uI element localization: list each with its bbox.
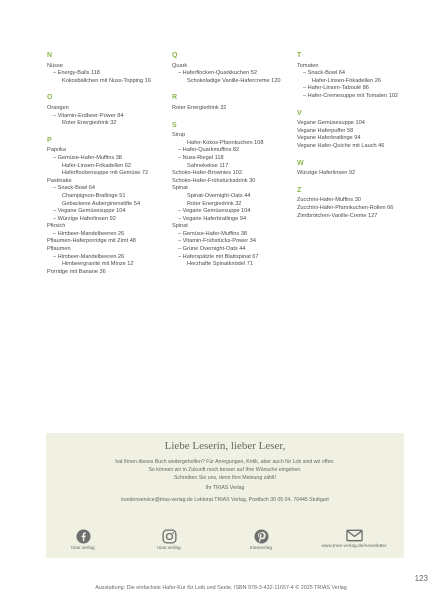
contact-line[interactable]: kundenservice@trias-verlag.de Lektorat TRIAS Verlag, Postfach 30 05 04, 70445 Stuttgart	[121, 497, 329, 503]
index-entry: Vegane Haferbratlinge 94	[297, 135, 361, 142]
index-entry: Spinat	[172, 223, 188, 230]
index-letter-heading: R	[172, 94, 178, 102]
index-entry: Tomaten	[297, 62, 319, 69]
facebook-label: trias.verlag	[71, 546, 95, 551]
index-entry: Zucchini-Hafer-Pfannkuchen-Rollen 66	[297, 204, 394, 211]
index-entry: – Haferspätzle mit Blattspinat 67	[178, 253, 259, 260]
index-entry: – Energy-Balls 118	[53, 70, 100, 77]
index-letter-heading: V	[297, 109, 302, 117]
index-letter-heading: S	[172, 121, 177, 129]
index-entry: – Haferflocken-Quarkkuchen 52	[178, 70, 257, 77]
index-entry: Roter Energiedrink 32	[172, 104, 227, 111]
index-entry: – Vegane Haferbratlinge 94	[178, 215, 247, 222]
index-entry: – Snack-Bowl 64	[303, 70, 345, 77]
index-entry: Pflaumen-Haferporridge mit Zimt 48	[47, 238, 136, 245]
index-entry: Würzige Haferlinsen 92	[297, 170, 356, 177]
reader-box-text-line: Schreiben Sie uns, denn Ihre Meinung zählt!	[173, 475, 277, 481]
index-letter-heading: Z	[297, 186, 302, 194]
index-column-1	[47, 52, 159, 276]
index-entry: Haferflockensuppe mit Gemüse 72	[62, 170, 149, 177]
index-entry: – Vitamin-Erdbeer-Power 84	[53, 112, 124, 119]
index-entry: – Vegane Gemüsesuppe 104	[178, 208, 251, 215]
index-entry: Zucchini-Hafer-Muffins 30	[297, 197, 361, 204]
index-entry: Kokosbällchen mit Nuss-Topping 16	[62, 77, 151, 84]
newsletter-label: www.trias-verlag.de/newsletter	[321, 544, 387, 549]
index-entry: Sirup	[172, 132, 186, 139]
index-column-2	[172, 52, 284, 269]
index-entry: Orangen	[47, 104, 69, 111]
index-entry: – Vegane Gemüsesuppe 104	[53, 208, 126, 215]
index-entry: Gebackene Auberginenstifte 54	[62, 200, 141, 207]
index-entry: Quark	[172, 62, 188, 69]
index-entry: Champignon-Bratlinge 51	[62, 192, 126, 199]
footer-note: Ausstattung: Die einfachste Hafer-Kur für Leib und Seele, ISBN 978-3-432-11657-4 © 2025 TRIAS Verlag	[95, 585, 347, 591]
index-letter-heading: T	[297, 52, 302, 59]
page-number: 123	[414, 574, 428, 583]
index-entry: – Grüne Overnight-Oats 44	[178, 246, 246, 253]
index-entry: – Himbeer-Mandelbeeren 26	[53, 230, 125, 237]
index-entry: Schokoladige Vanille-Hafercreme 120	[187, 77, 281, 84]
facebook-icon	[76, 529, 91, 544]
index-entry: Himbeergranité mit Minze 12	[62, 261, 134, 268]
index-entry: – Himbeer-Mandelbeeren 26	[53, 253, 125, 260]
index-entry: Spinat-Overnight-Oats 44	[187, 192, 251, 199]
pinterest-link[interactable]	[226, 529, 296, 551]
index-entry: – Würzige Haferlinsen 92	[53, 215, 116, 222]
publisher-signature: Ihr TRIAS Verlag	[205, 485, 245, 491]
index-letter-heading: O	[47, 94, 53, 102]
index-letter-heading: N	[47, 52, 53, 59]
index-entry: Nüsse	[47, 62, 63, 69]
index-column-3	[297, 52, 415, 220]
newsletter-link[interactable]	[308, 529, 400, 549]
index-entry: Roter Energiedrink 32	[62, 120, 117, 127]
reader-feedback-box	[46, 433, 404, 558]
index-entry: Vegane Hafer-Quiche mit Lauch 46	[297, 142, 385, 149]
index-entry: Schoko-Hafer-Brownies 102	[172, 170, 242, 177]
pinterest-label: triasverlag	[249, 546, 273, 551]
reader-box-text-line: So können wir in Zukunft noch besser auf Ihre Wünsche eingehen.	[148, 467, 302, 473]
index-entry: Porridge mit Banane 36	[47, 268, 106, 275]
index-entry: Pfirsich	[47, 223, 66, 230]
index-entry: Schoko-Hafer-Frühstücksdrink 30	[172, 177, 256, 184]
index-entry: Sahnekekse 117	[187, 162, 229, 169]
index-entry: Hafer-Linsen-Frikadellen 26	[312, 77, 382, 84]
index-entry: – Gemüse-Hafer-Muffins 38	[53, 154, 122, 161]
index-entry: – Hafer-Cremesuppe mit Tomaten 102	[303, 92, 399, 99]
index-letter-heading: P	[47, 136, 52, 144]
index-letter-heading: Q	[172, 52, 178, 59]
index-entry: – Nuss-Riegel 118	[178, 154, 224, 161]
index-entry: Zimtbrötchen-Vanille-Creme 127	[297, 212, 378, 219]
mail-icon	[346, 529, 363, 542]
index-entry: Pflaumen	[47, 246, 71, 253]
index-entry: Roter Energiedrink 32	[187, 200, 242, 207]
index-entry: – Hafer-Quarkmuffins 82	[178, 147, 240, 154]
index-entry: – Hafer-Linsen-Taboulé 86	[303, 85, 369, 92]
index-entry: – Vitamin-Frühstücks-Power 34	[178, 238, 256, 245]
index-entry: – Snack-Bowl 64	[53, 185, 95, 192]
instagram-link[interactable]	[134, 529, 204, 551]
index-entry: Hafer-Kokos-Pfannkuchen 108	[187, 139, 264, 146]
reader-box-title: Liebe Leserin, lieber Leser,	[164, 440, 286, 452]
index-entry: Herzhafte Spinatknödel 71	[187, 261, 253, 268]
reader-box-text-line: hat Ihnen dieses Buch weitergeholfen? Für Anregungen, Kritik, aber auch für Lob sind wir offen.	[115, 459, 335, 465]
index-entry: Hafer-Linsen-Frikadellen 62	[62, 162, 132, 169]
index-entry: Spinat	[172, 185, 188, 192]
index-entry: Pastinake	[47, 177, 72, 184]
pinterest-icon	[254, 529, 269, 544]
index-letter-heading: W	[297, 159, 304, 167]
instagram-label: trias.verlag	[157, 546, 181, 551]
index-entry: – Gemüse-Hafer-Muffins 38	[178, 230, 247, 237]
facebook-link[interactable]	[48, 529, 118, 551]
index-entry: Paprika	[47, 147, 66, 154]
index-entry: Vegane Gemüsesuppe 104	[297, 120, 365, 127]
instagram-icon	[162, 529, 177, 544]
index-entry: Vegane Haferpuffer 58	[297, 127, 354, 134]
